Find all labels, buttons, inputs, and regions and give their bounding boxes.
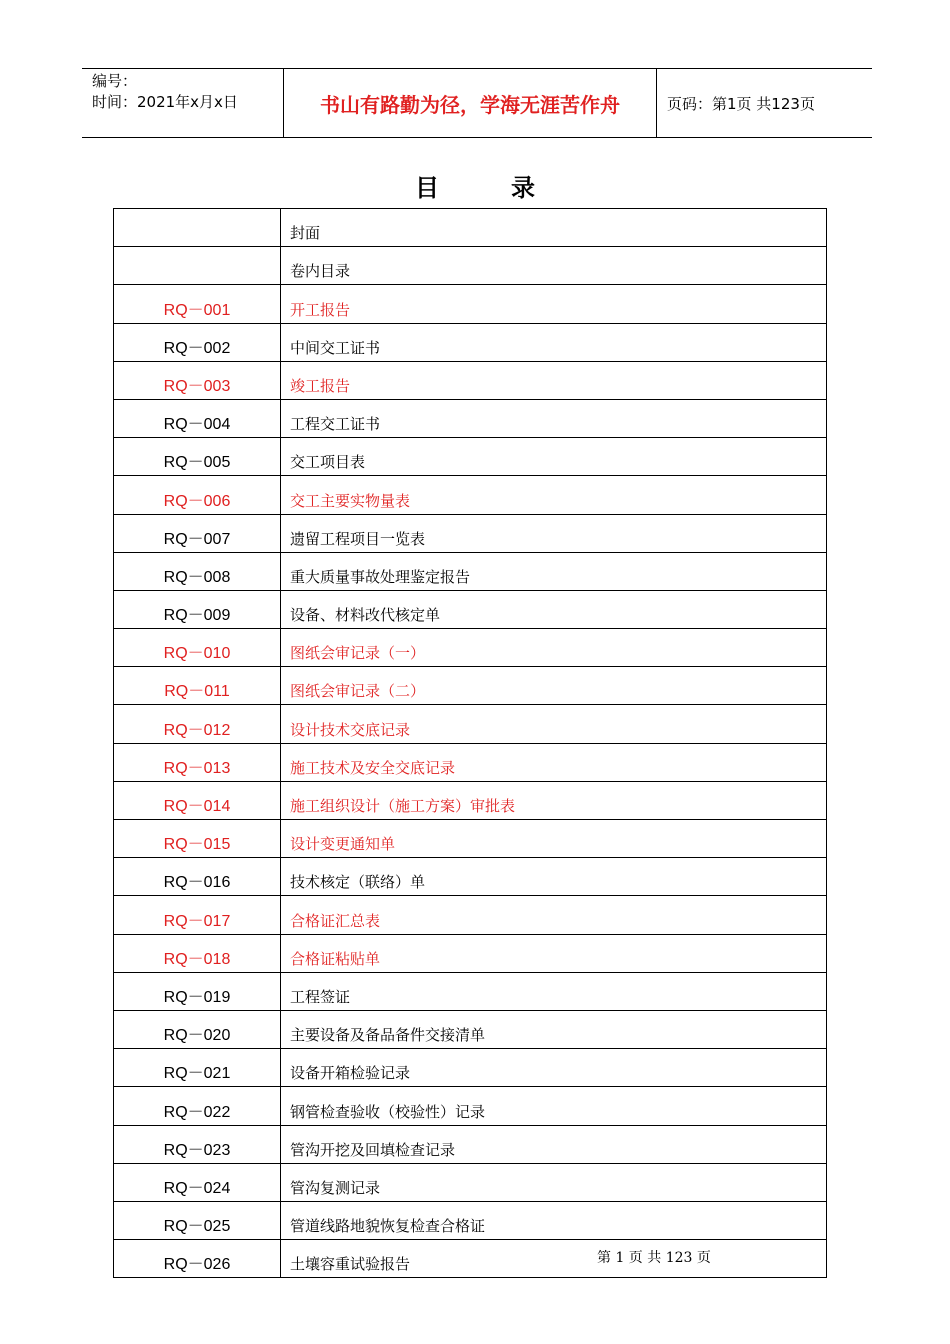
- toc-row: [114, 820, 827, 858]
- toc-code: [114, 209, 281, 247]
- toc-code: RQ－008: [114, 552, 281, 590]
- toc-name: 卷内目录: [281, 247, 827, 285]
- toc-code: RQ－006: [114, 476, 281, 514]
- toc-name: 土壤容重试验报告: [281, 1240, 827, 1278]
- toc-code: RQ－018: [114, 934, 281, 972]
- toc-code: RQ－007: [114, 514, 281, 552]
- toc-name: 施工技术及安全交底记录: [281, 743, 827, 781]
- toc-name: 设备开箱检验记录: [281, 1049, 827, 1087]
- toc-code: RQ－016: [114, 858, 281, 896]
- toc-code: RQ－013: [114, 743, 281, 781]
- toc-row: [114, 361, 827, 399]
- toc-row: [114, 781, 827, 819]
- toc-row: [114, 1163, 827, 1201]
- toc-row: [114, 667, 827, 705]
- toc-row: [114, 476, 827, 514]
- toc-name: 钢管检查验收（校验性）记录: [281, 1087, 827, 1125]
- toc-name: 管沟开挖及回填检查记录: [281, 1125, 827, 1163]
- toc-row: [114, 209, 827, 247]
- toc-code: RQ－001: [114, 285, 281, 323]
- toc-code: RQ－023: [114, 1125, 281, 1163]
- toc-name: 封面: [281, 209, 827, 247]
- toc-name: 合格证汇总表: [281, 896, 827, 934]
- toc-code: RQ－026: [114, 1240, 281, 1278]
- toc-name: 图纸会审记录（一）: [281, 629, 827, 667]
- toc-row: [114, 858, 827, 896]
- toc-row: [114, 934, 827, 972]
- toc-row: [114, 743, 827, 781]
- toc-code: RQ－022: [114, 1087, 281, 1125]
- toc-name: 图纸会审记录（二）: [281, 667, 827, 705]
- toc-code: RQ－010: [114, 629, 281, 667]
- toc-code: RQ－014: [114, 781, 281, 819]
- toc-code: [114, 247, 281, 285]
- toc-row: [114, 1010, 827, 1048]
- toc-name: 管沟复测记录: [281, 1163, 827, 1201]
- toc-code: RQ－015: [114, 820, 281, 858]
- header-page-info: 页码：第1页 共123页: [667, 94, 815, 113]
- toc-name: 交工主要实物量表: [281, 476, 827, 514]
- toc-name: 主要设备及备品备件交接清单: [281, 1010, 827, 1048]
- toc-row: [114, 552, 827, 590]
- toc-row: [114, 514, 827, 552]
- toc-row: [114, 1125, 827, 1163]
- toc-code: RQ－011: [114, 667, 281, 705]
- toc-code: RQ－003: [114, 361, 281, 399]
- toc-code: RQ－004: [114, 399, 281, 437]
- toc-code: RQ－019: [114, 972, 281, 1010]
- toc-code: RQ－012: [114, 705, 281, 743]
- toc-row: [114, 896, 827, 934]
- document-title: 目录: [415, 173, 607, 202]
- toc-row: [114, 285, 827, 323]
- page-header: [82, 68, 872, 138]
- number-label: 编号：: [92, 72, 138, 90]
- toc-row: [114, 590, 827, 628]
- page-footer: 第 1 页 共 123 页: [597, 1250, 711, 1266]
- toc-row: [114, 1087, 827, 1125]
- toc-name: 工程交工证书: [281, 399, 827, 437]
- date-label: 时间：2021年x月x日: [92, 93, 238, 111]
- toc-row: [114, 323, 827, 361]
- toc-row: [114, 972, 827, 1010]
- toc-row: [114, 1049, 827, 1087]
- toc-row: [114, 705, 827, 743]
- toc-name: 设计技术交底记录: [281, 705, 827, 743]
- toc-name: 施工组织设计（施工方案）审批表: [281, 781, 827, 819]
- header-motto: 书山有路勤为径，学海无涯苦作舟: [284, 69, 657, 137]
- toc-row: [114, 629, 827, 667]
- toc-name: 设备、材料改代核定单: [281, 590, 827, 628]
- header-meta: [82, 69, 284, 137]
- toc-name: 交工项目表: [281, 438, 827, 476]
- toc-name: 中间交工证书: [281, 323, 827, 361]
- toc-code: RQ－002: [114, 323, 281, 361]
- toc-name: 设计变更通知单: [281, 820, 827, 858]
- toc-code: RQ－021: [114, 1049, 281, 1087]
- toc-code: RQ－017: [114, 896, 281, 934]
- toc-name: 工程签证: [281, 972, 827, 1010]
- toc-name: 管道线路地貌恢复检查合格证: [281, 1201, 827, 1239]
- toc-code: RQ－020: [114, 1010, 281, 1048]
- toc-name: 竣工报告: [281, 361, 827, 399]
- toc-name: 开工报告: [281, 285, 827, 323]
- toc-code: RQ－009: [114, 590, 281, 628]
- toc-code: RQ－025: [114, 1201, 281, 1239]
- toc-row: [114, 1240, 827, 1278]
- toc-row: [114, 1201, 827, 1239]
- toc-table: [113, 208, 827, 1278]
- toc-row: [114, 438, 827, 476]
- toc-name: 技术核定（联络）单: [281, 858, 827, 896]
- toc-name: 遗留工程项目一览表: [281, 514, 827, 552]
- toc-code: RQ－005: [114, 438, 281, 476]
- toc-name: 合格证粘贴单: [281, 934, 827, 972]
- toc-row: [114, 247, 827, 285]
- toc-code: RQ－024: [114, 1163, 281, 1201]
- toc-name: 重大质量事故处理鉴定报告: [281, 552, 827, 590]
- toc-row: [114, 399, 827, 437]
